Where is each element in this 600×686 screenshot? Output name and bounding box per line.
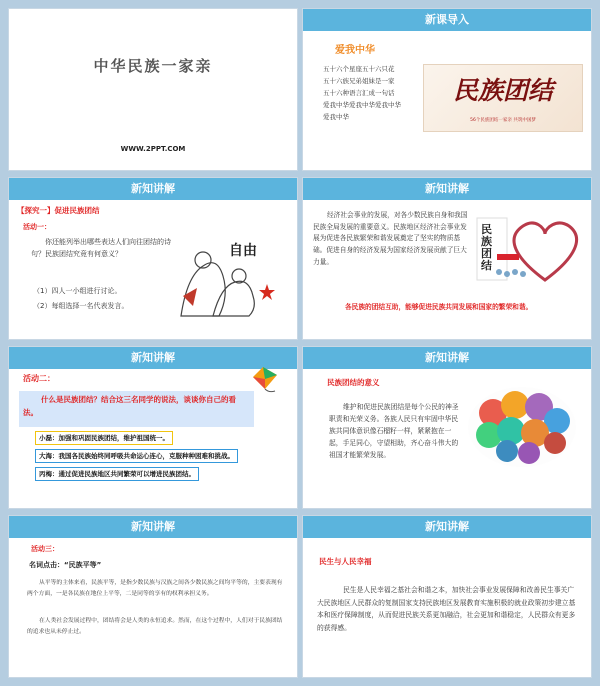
activity-step: （1）四人一小组进行讨论。 [33,287,122,295]
poster-text: 自由 [229,243,257,259]
slide-header: 新知讲解 [303,516,591,538]
slide-header: 新课导入 [303,9,591,31]
slide-header: 新知讲解 [303,347,591,369]
image-caption: 民族团结 [481,223,492,273]
slide-header: 新知讲解 [9,516,297,538]
activity-label: 活动三： [31,545,59,553]
unity-heart-image [475,214,587,286]
section-heading: 民生与人民幸福 [319,557,372,566]
livelihood-paragraph: 民生是人民幸福之基社会和谐之本，加快社会事业发展保障和改善民生事关广大民族地区人民群众的复制国家支持民族地区发展教育实施积极的就业政策初步建立基本和医疗保障制度，从而促进民族关系更加融洽，社会更加和谐稳定，人民群众有更多的获得感。 [317,586,576,632]
key-conclusion: 各民族的团结互助，能够促进民族共同发展和国家的繁荣和谐。 [345,303,533,311]
activity-label: 活动二： [23,374,55,383]
lyric-line: 爱我中华爱我中华爱我中华 [323,101,401,110]
term-paragraph: 从平等的主体来看，民族平等，是指少数民族与汉族之间各少数民族之间均平等的，主要表现有两个方面，一是各民族在地位上平等，二是同等的享有的权利承担义务。 [27,580,283,597]
slide-unity-meaning[interactable] [302,346,592,509]
term-label: 名词点击：“民族平等” [29,561,102,569]
propaganda-poster-image [173,236,283,320]
slide-header: 新知讲解 [9,347,297,369]
slide-header: 新知讲解 [9,178,297,200]
activity-step: （2）每组选择一名代表发言。 [33,302,129,310]
slide-explore-1[interactable] [8,177,298,340]
lyric-line: 爱我中华 [323,113,349,122]
slide-economy[interactable] [302,177,592,340]
opinion-box-1: 小磊：加强和巩固民族团结，维护祖国统一。 [35,431,173,445]
lyric-line: 五十六个星座五十六只花 [323,65,395,73]
banner-title: 民族团结 [452,76,553,105]
slide-livelihood[interactable] [302,515,592,678]
question-panel [19,391,254,427]
slide-header: 新知讲解 [303,178,591,200]
slide-title-text: 中华民族一家亲 [93,57,213,75]
section-heading: 民族团结的意义 [327,378,380,387]
economy-paragraph: 经济社会事业的发展，对各少数民族自身和我国民族全局发展的重要意义。民族地区经济社会事业发展为促进各民族繁荣和谐发展奠定了坚实的物质基础。促进自身的经济发展为国家经济发展贡献了巨大力量。 [313,211,468,266]
meaning-paragraph: 维护和促进民族团结是每个公民的神圣职责和光荣义务。各族人民只有牢固中华民族共同体意识像石榴籽一样，紧紧抱在一起，手足同心，守望相助，齐心奋斗伟大的祖国才能繁荣发展。 [329,403,459,459]
colorful-brain-image [463,383,581,469]
activity-label: 活动一： [23,223,51,231]
slide-activity-2[interactable] [8,346,298,509]
section-heading: 【探究一】促进民族团结 [17,206,100,215]
slide-title[interactable] [8,8,298,171]
unity-banner-image [423,64,583,132]
poster-drawing [173,236,283,320]
banner-subtitle: 56个民族团结一家亲 共筑中国梦 [470,118,536,123]
brain-drawing [463,383,581,469]
opinion-box-3: 丙梅：通过促进民族地区共同繁荣可以增进民族团结。 [35,467,199,481]
lyrics [323,63,401,123]
lyric-line: 五十六族兄弟姐妹是一家 [323,77,395,86]
term-paragraph: 在人类社会发展过程中，团结将会是人类的永恒追求。然而，在这个过程中，人们对于民族团结的追求也从未停止过。 [27,618,283,635]
activity-question: 你还能列举出哪些表达人们向往团结的诗句？民族团结究竟有何意义？ [31,238,171,259]
lyric-line: 五十六种语言汇成一句话 [323,89,395,98]
slide-intro[interactable] [302,8,592,171]
opinion-box-2: 大海：我国各民族始终同呼吸共命运心连心，克服种种困难和挑战。 [35,449,238,463]
slide-activity-3[interactable] [8,515,298,678]
subtitle: 爱我中华 [335,45,375,56]
site-url: WWW.2PPT.COM [120,145,186,153]
discussion-question: 什么是民族团结？结合这三名同学的说法，谈谈你自己的看法。 [23,395,236,418]
